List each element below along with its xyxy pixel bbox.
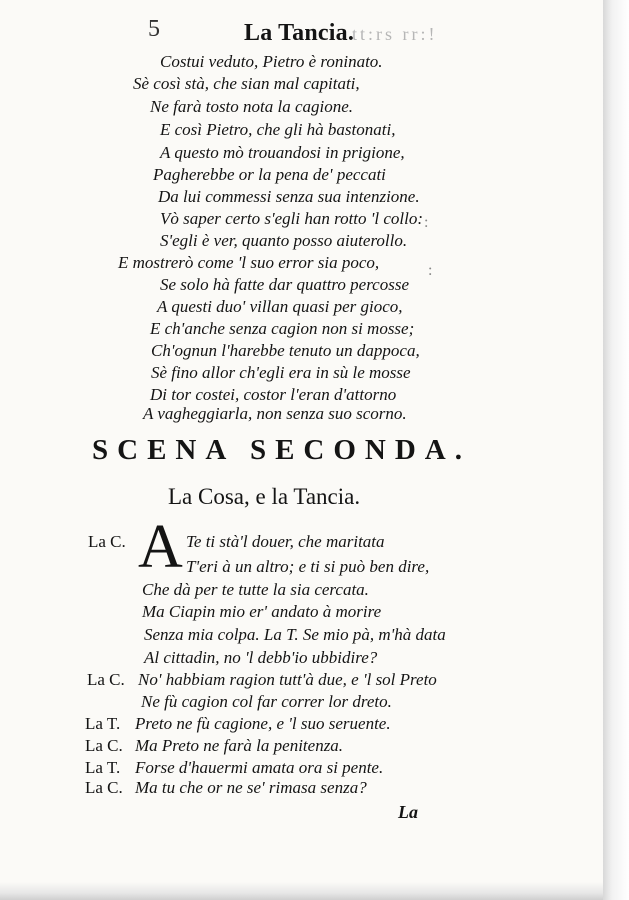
speaker-label: La C. (85, 736, 123, 755)
verse-line: Vò saper certo s'egli han rotto 'l collo: (160, 209, 424, 228)
running-head: La Tancia. (244, 20, 355, 46)
verse-line: Di tor costei, costor l'eran d'attorno (150, 385, 397, 404)
page-gutter (603, 0, 629, 900)
dialogue-text: Forse d'hauermi amata ora si pente. (135, 758, 384, 777)
verse-line: Ne farà tosto nota la cagione. (150, 97, 354, 116)
dialogue-line: Ne fù cagion col far correr lor dreto. (141, 692, 392, 711)
dialogue-line (85, 714, 391, 734)
verse-line: E mostrerò come 'l suo error sia poco, (118, 253, 380, 272)
dialogue-line: Che dà per te tutte la sia cercata. (142, 580, 369, 599)
speaker-label: La C. (87, 670, 125, 689)
verse-line: E così Pietro, che gli hà bastonati, (160, 120, 396, 139)
dialogue-text: Preto ne fù cagione, e 'l suo seruente. (135, 714, 391, 733)
scene-title: SCENA SECONDA. (92, 434, 471, 466)
page-bottom-edge (0, 882, 603, 900)
page-number: 5 (148, 16, 160, 42)
dialogue-line (85, 758, 384, 778)
speaker-label: La C. (85, 778, 123, 797)
speaker-label: La C. (88, 532, 126, 551)
stray-mark: : (424, 214, 429, 231)
dialogue-line (85, 778, 367, 798)
verse-line: A questo mò trouandosi in prigione, (160, 143, 405, 162)
dialogue-line (88, 532, 385, 552)
verse-line: A vagheggiarla, non senza suo scorno. (143, 404, 407, 423)
dialogue-text: Ma tu che or ne se' rimasa senza? (135, 778, 367, 797)
verse-line: E ch'anche senza cagion non si mosse; (150, 319, 415, 338)
catchword: La (398, 802, 418, 822)
dialogue-line (87, 670, 437, 690)
drop-cap: A (138, 513, 183, 581)
verse-line: Pagherebbe or la pena de' peccati (153, 165, 386, 184)
verse-line: Se solo hà fatte dar quattro percosse (160, 275, 409, 294)
bleed-through-text: tt:rs rr:! (352, 24, 438, 44)
dialogue-line (85, 736, 344, 756)
dialogue-line: Al cittadin, no 'l debb'io ubbidire? (144, 648, 378, 667)
verse-line: Sè fino allor ch'egli era in sù le mosse (151, 363, 411, 382)
verse-line: Sè così stà, che sian mal capitati, (133, 74, 360, 93)
dialogue-text: Te ti stà'l douer, che maritata (186, 532, 385, 551)
dialogue-text: No' habbiam ragion tutt'à due, e 'l sol Preto (138, 670, 437, 689)
verse-line: S'egli è ver, quanto posso aiuterollo. (160, 231, 408, 250)
verse-line: Da lui commessi senza sua intenzione. (158, 187, 420, 206)
verse-line: Ch'ognun l'harebbe tenuto un dappoca, (151, 341, 420, 360)
dialogue-line: Ma Ciapin mio er' andato à morire (142, 602, 382, 621)
speaker-label: La T. (85, 714, 121, 733)
verse-line: A questi duo' villan quasi per gioco, (157, 297, 403, 316)
dialogue-text: Ma Preto ne farà la penitenza. (135, 736, 344, 755)
stray-mark: : (428, 262, 433, 279)
dialogue-line: T'eri à un altro; e ti si può ben dire, (186, 557, 430, 576)
dramatis-personae: La Cosa, e la Tancia. (168, 484, 361, 509)
dialogue-line: Senza mia colpa. La T. Se mio pà, m'hà data (144, 625, 446, 644)
speaker-label: La T. (85, 758, 121, 777)
verse-line: Costui veduto, Pietro è roninato. (160, 52, 383, 71)
